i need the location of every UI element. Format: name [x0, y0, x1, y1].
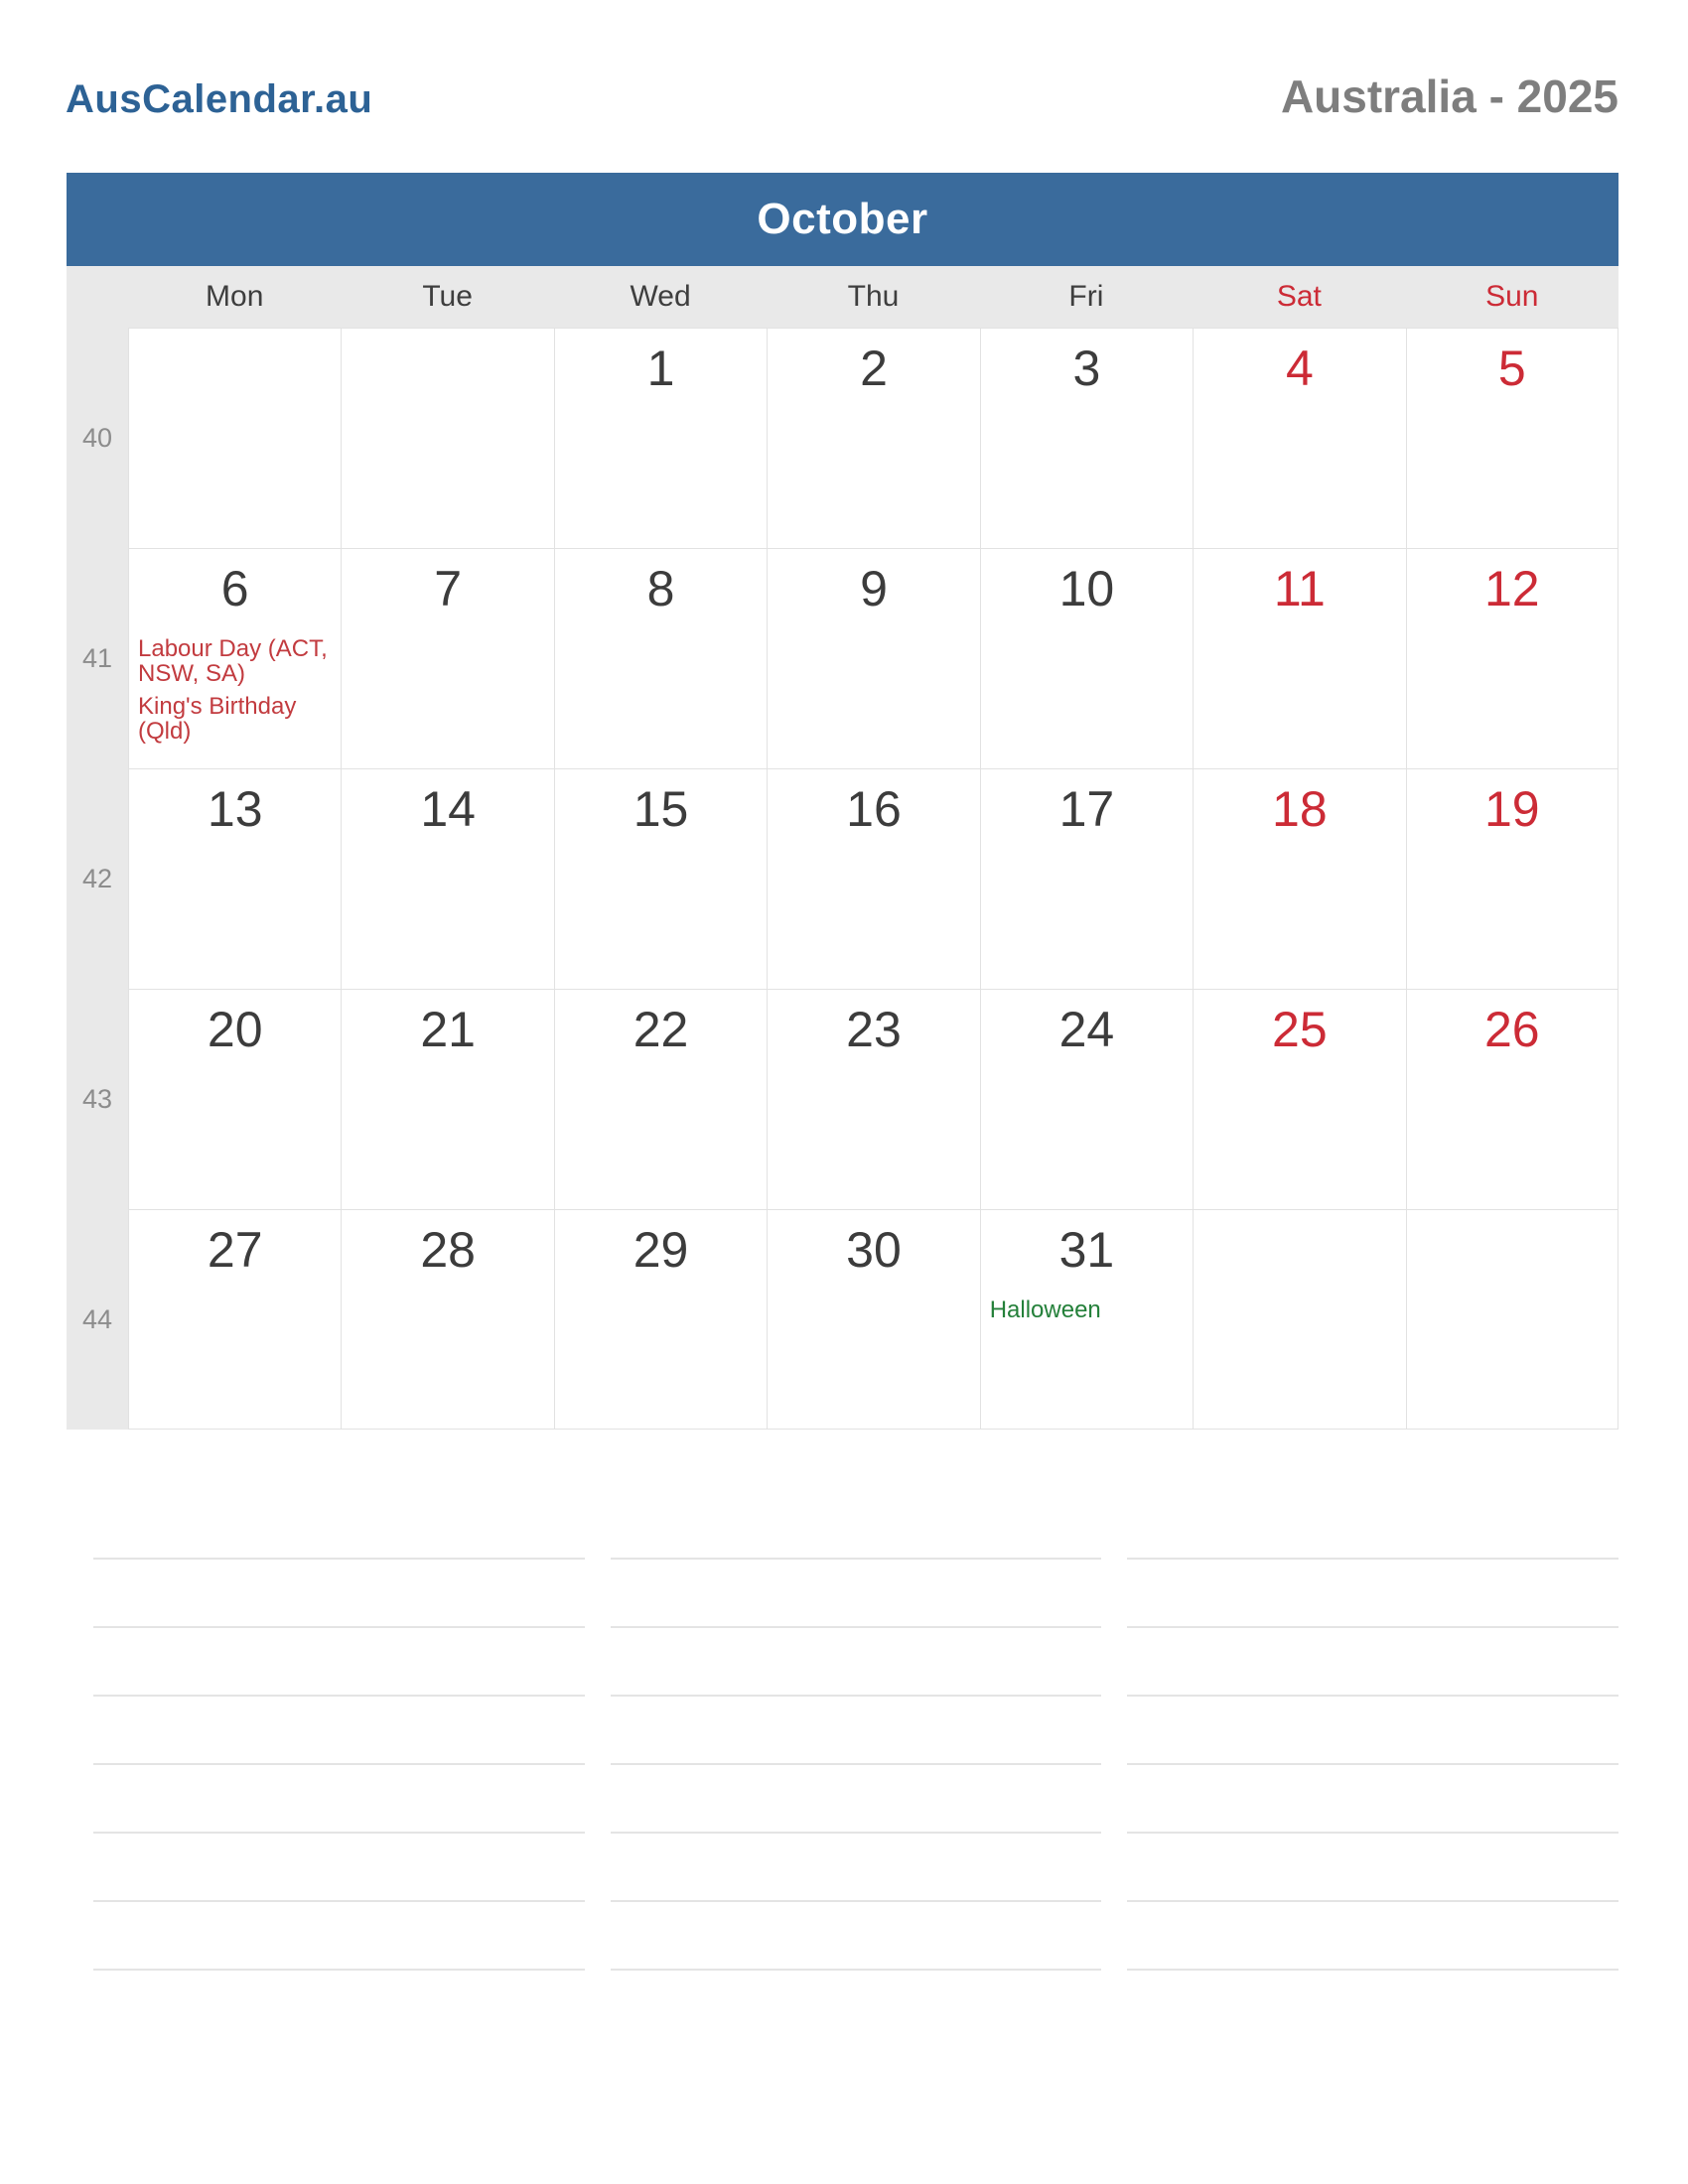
day-number: 10 — [1058, 561, 1115, 616]
day-number: 21 — [420, 1002, 476, 1057]
day-cell-17 — [980, 768, 1193, 989]
notes-column — [1127, 1491, 1618, 1971]
note-line — [1127, 1560, 1618, 1628]
day-cell-10 — [980, 548, 1193, 768]
note-line — [611, 1765, 1102, 1834]
day-cell-26 — [1406, 989, 1618, 1209]
note-line — [611, 1902, 1102, 1971]
day-cell-28 — [341, 1209, 553, 1430]
day-cell-empty — [341, 328, 553, 548]
note-line — [93, 1834, 585, 1902]
note-line — [1127, 1628, 1618, 1697]
day-cell-8 — [554, 548, 767, 768]
day-cell-23 — [767, 989, 979, 1209]
weekday-row — [67, 266, 1618, 328]
weekday-label-thu: Thu — [847, 280, 900, 313]
day-cell-5 — [1406, 328, 1618, 548]
week-column-header — [67, 266, 128, 328]
day-cell-empty — [1406, 1209, 1618, 1430]
page-header — [0, 0, 1688, 123]
note-line — [611, 1834, 1102, 1902]
day-number: 9 — [860, 561, 888, 616]
day-cell-20 — [128, 989, 341, 1209]
day-cell-24 — [980, 989, 1193, 1209]
weekday-label-tue: Tue — [422, 280, 473, 313]
day-cell-empty — [1193, 1209, 1405, 1430]
site-logo[interactable]: AusCalendar.au — [66, 77, 373, 121]
note-line — [611, 1560, 1102, 1628]
day-number: 27 — [207, 1222, 263, 1278]
week-row — [67, 768, 1618, 989]
day-cell-21 — [341, 989, 553, 1209]
day-number: 18 — [1272, 781, 1328, 837]
day-number: 12 — [1483, 561, 1540, 616]
day-cell-13 — [128, 768, 341, 989]
day-number: 2 — [860, 341, 888, 396]
week-number: 41 — [67, 548, 128, 768]
week-row — [67, 1209, 1618, 1430]
month-title: October — [757, 195, 928, 243]
weekday-label-sun: Sun — [1485, 280, 1539, 313]
note-line — [1127, 1902, 1618, 1971]
notes-column — [611, 1491, 1102, 1971]
day-cell-19 — [1406, 768, 1618, 989]
day-cell-12 — [1406, 548, 1618, 768]
day-cell-empty — [128, 328, 341, 548]
day-number: 30 — [846, 1222, 902, 1278]
note-line — [1127, 1697, 1618, 1765]
weekday-label-wed: Wed — [630, 280, 691, 313]
day-number: 16 — [846, 781, 902, 837]
note-line — [93, 1491, 585, 1560]
day-cell-27 — [128, 1209, 341, 1430]
week-row — [67, 328, 1618, 548]
day-number: 28 — [420, 1222, 476, 1278]
day-number: 11 — [1273, 561, 1326, 616]
day-cell-1 — [554, 328, 767, 548]
month-calendar — [67, 173, 1618, 1430]
day-number: 25 — [1272, 1002, 1328, 1057]
week-number: 44 — [67, 1209, 128, 1430]
holiday-label: Labour Day (ACT, NSW, SA) — [138, 635, 328, 687]
notes-section — [93, 1491, 1618, 1971]
day-number: 29 — [633, 1222, 689, 1278]
holiday-label: King's Birthday (Qld) — [138, 693, 297, 745]
day-cell-14 — [341, 768, 553, 989]
week-row — [67, 548, 1618, 768]
note-line — [1127, 1834, 1618, 1902]
day-number: 20 — [207, 1002, 263, 1057]
week-number: 40 — [67, 328, 128, 548]
day-cell-11 — [1193, 548, 1405, 768]
day-number: 19 — [1483, 781, 1540, 837]
note-line — [611, 1491, 1102, 1560]
weekday-label-fri: Fri — [1068, 280, 1104, 313]
day-number: 14 — [420, 781, 476, 837]
weekday-label-mon: Mon — [206, 280, 264, 313]
day-cell-29 — [554, 1209, 767, 1430]
day-cell-3 — [980, 328, 1193, 548]
calendar-grid — [67, 328, 1618, 1430]
day-cell-16 — [767, 768, 979, 989]
day-events — [129, 636, 341, 744]
day-number: 17 — [1058, 781, 1115, 837]
day-number: 4 — [1285, 341, 1314, 396]
day-number: 1 — [646, 341, 675, 396]
day-cell-30 — [767, 1209, 979, 1430]
day-number: 8 — [646, 561, 675, 616]
note-line — [1127, 1765, 1618, 1834]
note-line — [611, 1628, 1102, 1697]
day-cell-4 — [1193, 328, 1405, 548]
note-line — [93, 1697, 585, 1765]
day-cell-2 — [767, 328, 979, 548]
day-cell-15 — [554, 768, 767, 989]
day-number: 3 — [1072, 341, 1101, 396]
note-line — [1127, 1491, 1618, 1560]
day-number: 5 — [1497, 341, 1526, 396]
note-line — [93, 1628, 585, 1697]
week-number: 43 — [67, 989, 128, 1209]
day-cell-9 — [767, 548, 979, 768]
day-number: 7 — [434, 561, 463, 616]
day-cell-18 — [1193, 768, 1405, 989]
week-row — [67, 989, 1618, 1209]
note-line — [93, 1902, 585, 1971]
day-cell-7 — [341, 548, 553, 768]
day-events — [981, 1297, 1193, 1322]
month-header — [67, 173, 1618, 266]
day-cell-25 — [1193, 989, 1405, 1209]
day-cell-6 — [128, 548, 341, 768]
weekday-label-sat: Sat — [1276, 280, 1322, 313]
day-cell-22 — [554, 989, 767, 1209]
note-line — [93, 1560, 585, 1628]
note-line — [611, 1697, 1102, 1765]
day-number: 24 — [1058, 1002, 1115, 1057]
day-number: 6 — [220, 561, 249, 616]
day-number: 31 — [1058, 1222, 1115, 1278]
note-line — [93, 1765, 585, 1834]
week-number: 42 — [67, 768, 128, 989]
notes-column — [93, 1491, 585, 1971]
day-number: 15 — [633, 781, 689, 837]
day-number: 13 — [207, 781, 263, 837]
observance-label: Halloween — [989, 1297, 1101, 1323]
year-title: Australia - 2025 — [1280, 70, 1618, 122]
day-cell-31 — [980, 1209, 1193, 1430]
day-number: 26 — [1483, 1002, 1540, 1057]
day-number: 23 — [846, 1002, 902, 1057]
day-number: 22 — [633, 1002, 689, 1057]
